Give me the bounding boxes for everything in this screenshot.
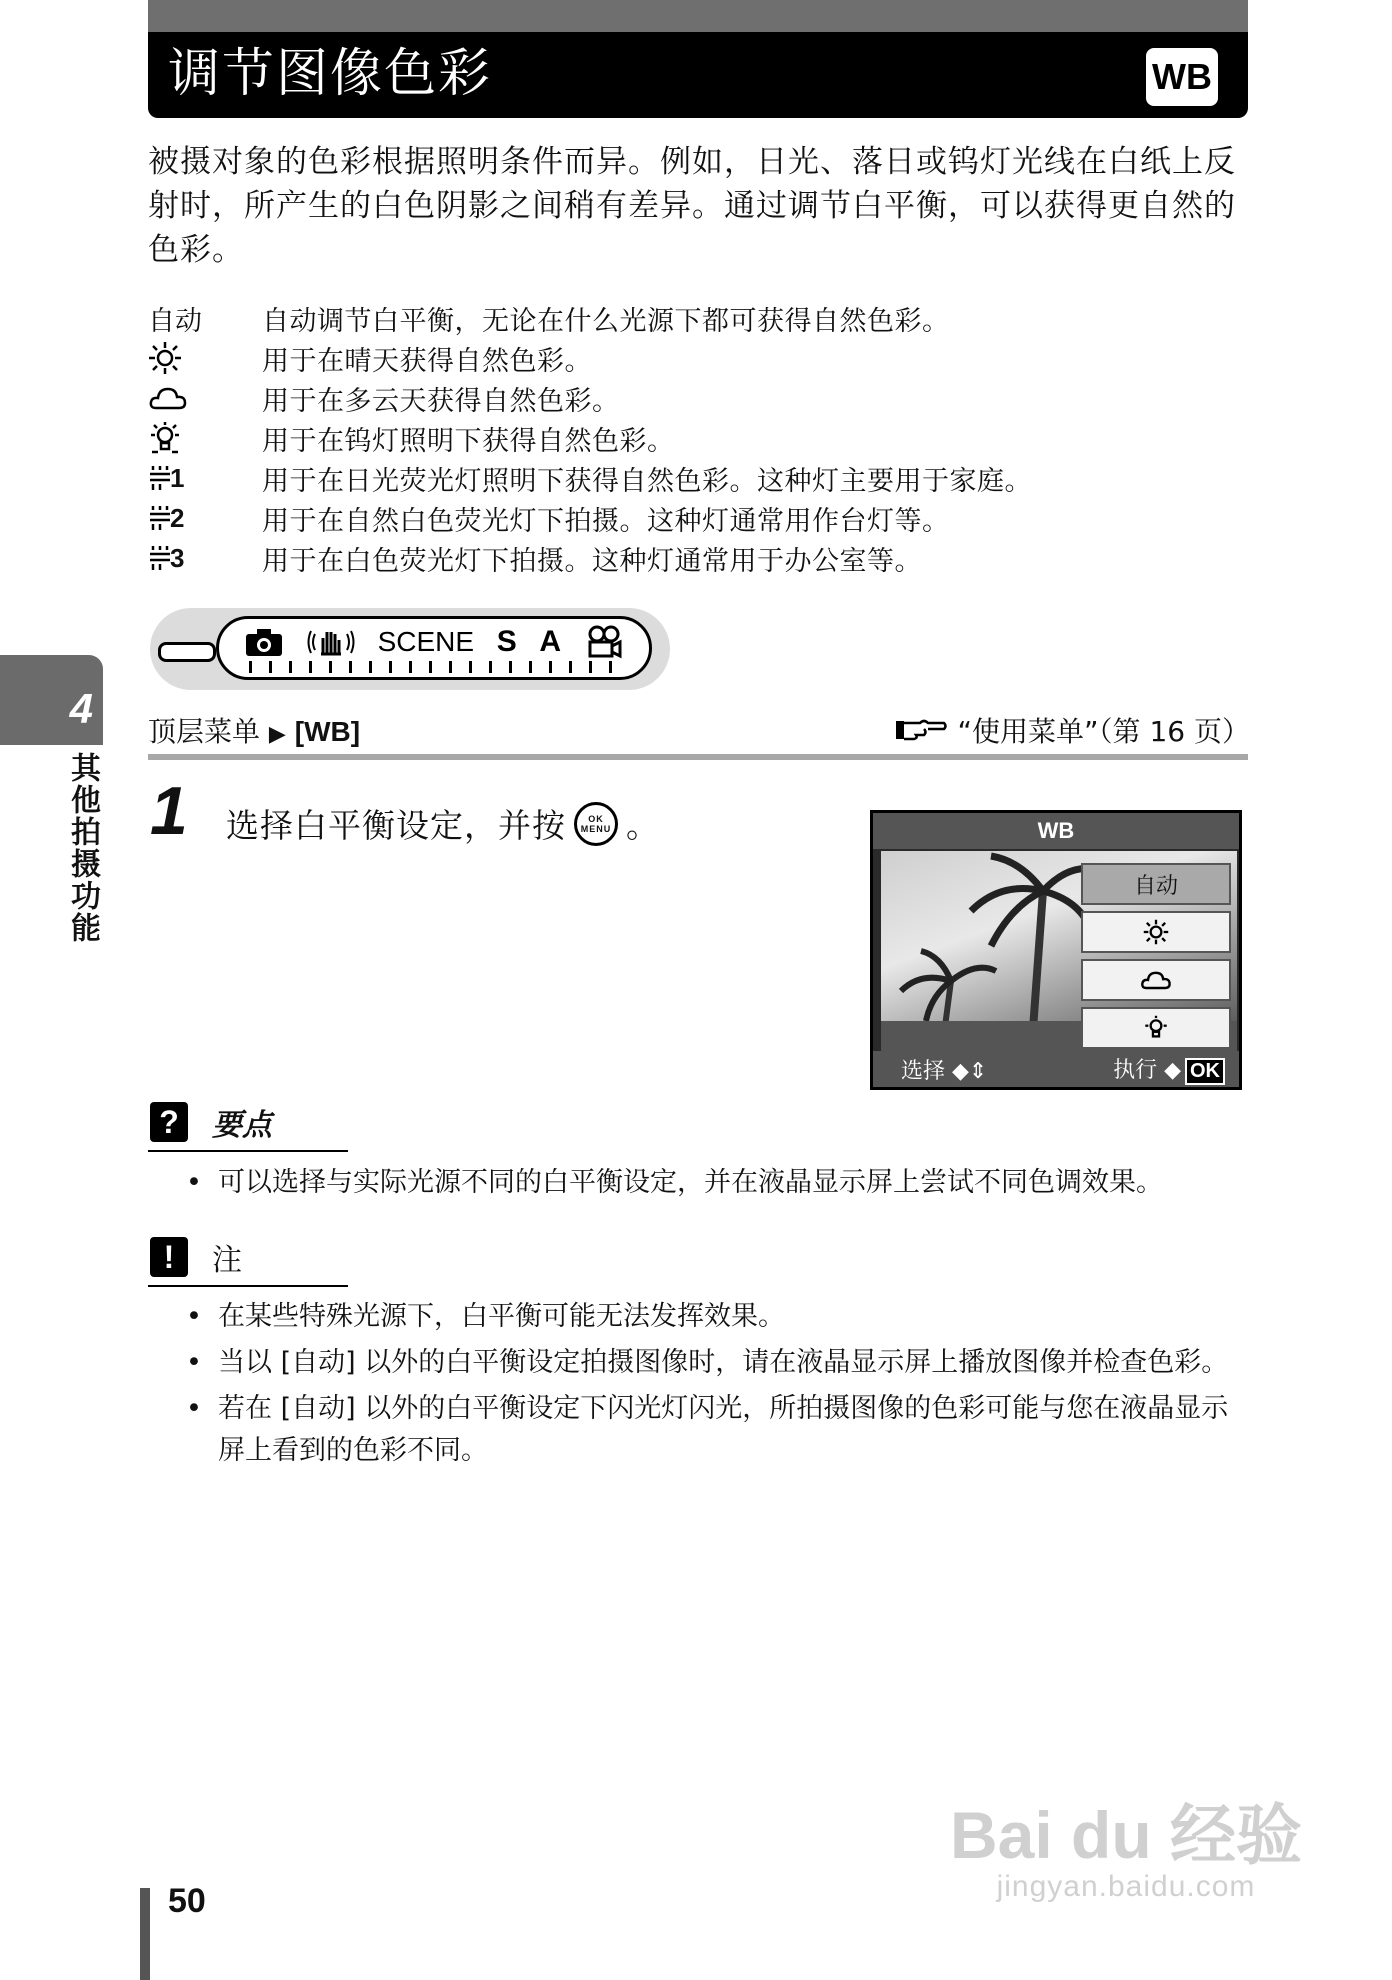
lcd-header: WB [873,813,1239,849]
wb-desc: 用于在日光荧光灯照明下获得自然色彩。这种灯主要用于家庭。 [262,465,1032,497]
page-number-bar [140,1888,150,1980]
wb-option-tungsten [148,418,1248,458]
tips-rule [148,1150,348,1152]
list-item: • 若在 [自动] 以外的白平衡设定下闪光灯闪光，所拍摄图像的色彩可能与您在液晶显示屏上看到的色彩不同。 [182,1388,1248,1472]
fluorescent-number: 1 [170,462,185,493]
lcd-option-sunny[interactable] [1081,911,1231,953]
list-item: • 可以选择与实际光源不同的白平衡设定，并在液晶显示屏上尝试不同色调效果。 [182,1162,1248,1204]
wb-option-list [148,298,1248,578]
page-reference [894,710,1250,750]
lcd-execute-hint: 执行 ◆ OK [1113,1053,1225,1085]
wb-option-fluorescent-2 [148,498,1248,538]
sun-icon [148,341,182,375]
dial-ticks [249,661,619,673]
chapter-tab [0,655,103,745]
dial-scene: SCENE [377,626,475,657]
lcd-screen [870,810,1242,1090]
chapter-number: 4 [69,685,93,732]
camera-icon [244,626,284,658]
tungsten-icon [148,421,182,455]
lcd-footer [873,1051,1239,1087]
step-instruction [226,800,660,847]
exclamation-icon: ! [150,1237,188,1277]
list-item: • 当以 [自动] 以外的白平衡设定拍摄图像时，请在液晶显示屏上播放图像并检查色彩。 [182,1342,1248,1384]
cloud-icon [148,383,188,413]
wb-desc: 用于在白色荧光灯下拍摄。这种灯通常用于办公室等。 [262,545,922,577]
menu-path-item: [WB] [294,716,361,747]
notes-rule [148,1285,348,1287]
wb-desc: 用于在多云天获得自然色彩。 [262,385,620,417]
dial-face [216,616,652,680]
lcd-select-hint: 选择 ◆⇕ [901,1058,988,1084]
pointing-hand-icon [894,717,948,743]
tips-heading [150,1100,272,1144]
wb-desc: 用于在自然白色荧光灯下拍摄。这种灯通常用作台灯等。 [262,505,950,537]
list-item: • 在某些特殊光源下，白平衡可能无法发挥效果。 [182,1296,1248,1338]
lcd-wb-menu [1081,863,1231,1055]
watermark [950,1800,1302,1904]
page-title: 调节图像色彩 [168,44,493,104]
intro-paragraph: 被摄对象的色彩根据照明条件而异。例如，日光、落日或钨灯光线在白纸上反射时，所产生的白色阴影之间稍有差异。通过调节白平衡，可以获得更自然的色彩。 [148,144,1236,268]
step-number: 1 [150,773,188,849]
notes-list [182,1296,1248,1476]
wb-badge: WB [1146,48,1218,106]
wb-option-auto [148,298,1248,338]
question-icon: ? [150,1102,188,1142]
tips-title: 要点 [212,1108,272,1143]
notes-heading [150,1235,242,1279]
tips-list [182,1162,1248,1208]
wb-key-auto: 自动 [148,305,202,337]
wb-desc: 用于在钨灯照明下获得自然色彩。 [262,425,675,457]
wb-option-fluorescent-1 [148,458,1248,498]
lcd-ok-label: OK [1185,1058,1225,1085]
menu-path-prefix: 顶层菜单 [148,715,261,748]
fluorescent-3-icon [148,543,172,573]
mode-dial [150,608,670,690]
tungsten-icon [1143,1015,1169,1041]
wb-desc: 用于在晴天获得自然色彩。 [262,345,592,377]
wb-option-sunny [148,338,1248,378]
wb-option-cloudy [148,378,1248,418]
lcd-option-tungsten[interactable] [1081,1007,1231,1049]
fluorescent-1-icon [148,463,172,493]
movie-icon [584,625,624,659]
menu-arrow: ▶ [268,722,286,747]
watermark-brand: Bai du 经验 [949,1798,1302,1872]
select-arrow-icon: ◆⇕ [952,1058,988,1084]
lcd-option-auto[interactable]: 自动 [1081,863,1231,905]
divider-gray [148,754,1248,760]
menu-path [148,710,360,750]
wb-option-fluorescent-3 [148,538,1248,578]
dial-slot [158,642,216,662]
title-bar [148,0,1248,118]
sun-icon [1143,919,1169,945]
fluorescent-number: 2 [170,502,185,533]
cloud-icon [1139,968,1173,992]
ok-menu-button-icon: OK MENU [574,802,618,846]
page-number: 50 [168,1882,206,1920]
title-stripe [148,0,1248,32]
notes-title: 注 [212,1243,242,1278]
execute-arrow-icon: ◆ [1164,1058,1181,1083]
dial-a: A [539,625,562,658]
hand-stabilizer-icon [307,626,355,658]
wb-desc: 自动调节白平衡，无论在什么光源下都可获得自然色彩。 [262,305,950,337]
fluorescent-2-icon [148,503,172,533]
step-end: 。 [626,806,660,845]
lcd-option-cloudy[interactable] [1081,959,1231,1001]
dial-s: S [496,625,517,658]
watermark-url: jingyan.baidu.com [996,1870,1256,1903]
reference-text: “使用菜单”（第 16 页） [957,715,1250,748]
chapter-label: 其他拍摄功能 [65,752,100,944]
step-text: 选择白平衡设定，并按 [226,806,566,845]
fluorescent-number: 3 [170,542,185,573]
